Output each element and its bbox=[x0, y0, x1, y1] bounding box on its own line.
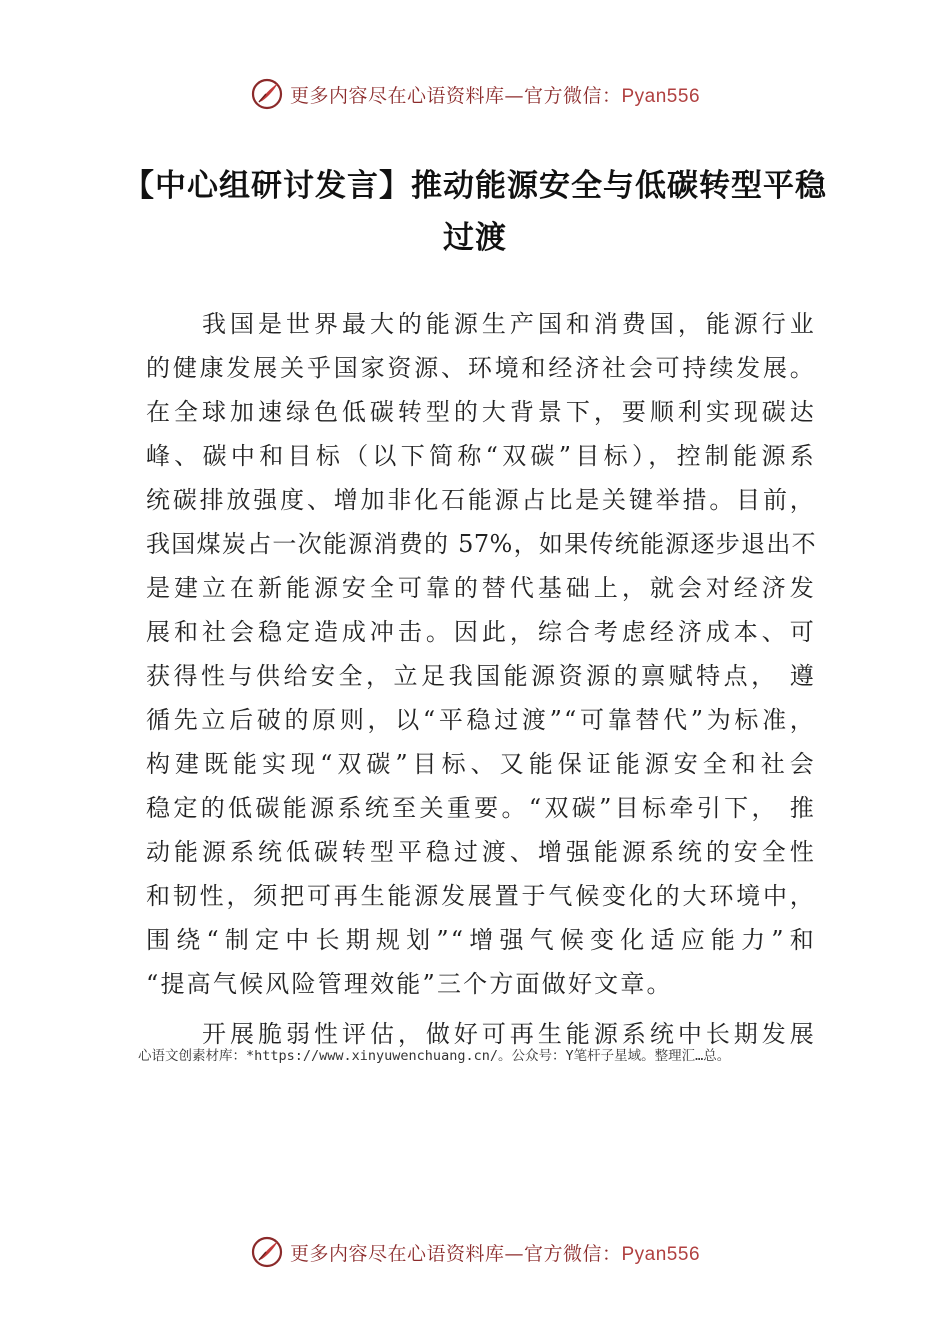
text-line: 稳定的低碳能源系统至关重要。“双碳”目标牵引下， 推 bbox=[146, 794, 816, 822]
text-line: 在全球加速绿色低碳转型的大背景下，要顺利实现碳达 bbox=[146, 398, 816, 426]
header-watermark bbox=[0, 74, 950, 114]
source-note: 心语文创素材库：*https://www.xinyuwenchuang.cn/。公众号：Y笔杆子星域。整理汇…总。 bbox=[138, 1048, 731, 1064]
text-line: 的健康发展关乎国家资源、环境和经济社会可持续发展。 bbox=[146, 354, 816, 382]
text-line: 获得性与供给安全，立足我国能源资源的禀赋特点， 遵 bbox=[146, 662, 816, 690]
text-line: 构建既能实现“双碳”目标、又能保证能源安全和社会 bbox=[146, 750, 816, 778]
text-line: 我国是世界最大的能源生产国和消费国，能源行业 bbox=[202, 310, 816, 338]
watermark-text: 更多内容尽在心语资料库—官方微信：Pyan556 bbox=[289, 84, 701, 107]
document-title: 【中心组研讨发言】推动能源安全与低碳转型平稳过渡 bbox=[123, 168, 827, 256]
quill-logo-icon bbox=[250, 1235, 284, 1269]
text-line: 我国煤炭占一次能源消费的 57%，如果传统能源逐步退出不 bbox=[146, 530, 816, 558]
text-line: 动能源系统低碳转型平稳过渡、增强能源系统的安全性 bbox=[146, 838, 816, 866]
text-line: 是建立在新能源安全可靠的替代基础上，就会对经济发 bbox=[146, 574, 816, 602]
text-line: 循先立后破的原则，以“平稳过渡”“可靠替代”为标准， bbox=[146, 706, 816, 734]
text-line: “提高气候风险管理效能”三个方面做好文章。 bbox=[146, 970, 673, 998]
text-line: 和韧性，须把可再生能源发展置于气候变化的大环境中， bbox=[146, 882, 816, 910]
text-line: 峰、碳中和目标（以下简称“双碳”目标），控制能源系 bbox=[146, 442, 816, 470]
text-line: 围绕“制定中长期规划”“增强气候变化适应能力”和 bbox=[146, 926, 816, 954]
watermark-text: 更多内容尽在心语资料库—官方微信：Pyan556 bbox=[289, 1242, 701, 1265]
paragraph-1 bbox=[146, 302, 816, 1006]
wechat-id: Pyan556 bbox=[621, 1243, 701, 1265]
wechat-id: Pyan556 bbox=[621, 85, 701, 107]
quill-logo-icon bbox=[250, 77, 284, 111]
footer-watermark bbox=[0, 1232, 950, 1272]
text-line: 开展脆弱性评估，做好可再生能源系统中长期发展 bbox=[202, 1020, 816, 1048]
text-line: 统碳排放强度、增加非化石能源占比是关键举措。目前， bbox=[146, 486, 816, 514]
text-line: 展和社会稳定造成冲击。因此，综合考虑经济成本、可 bbox=[146, 618, 816, 646]
